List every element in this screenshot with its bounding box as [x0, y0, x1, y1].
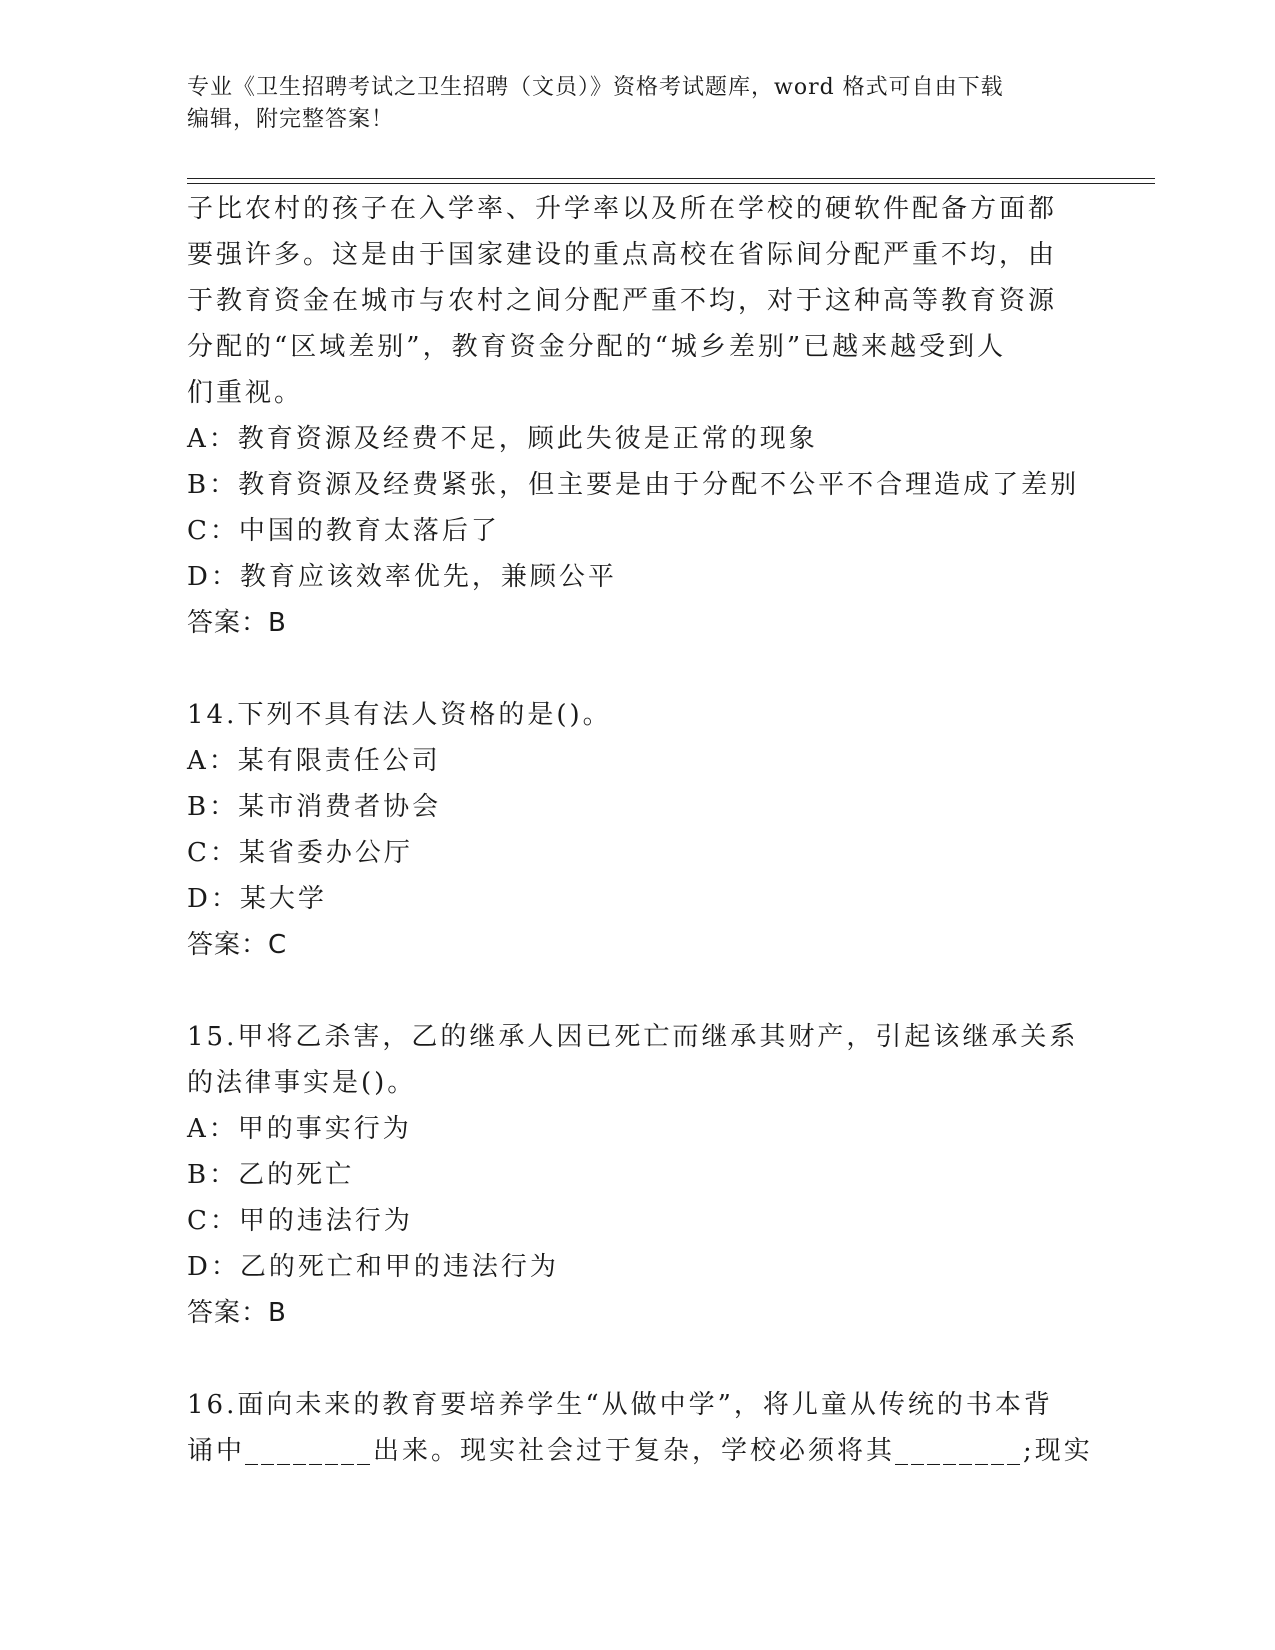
spacer: [187, 1336, 1087, 1382]
question-content: [187, 186, 1093, 1474]
question-stem-line: 于教育资金在城市与农村之间分配严重不均，对于这种高等教育资源: [187, 286, 1058, 316]
option-c: C：中国的教育太落后了: [187, 516, 500, 546]
header-line-2: 编辑，附完整答案！: [187, 107, 395, 132]
question-stem-line: 14.下列不具有法人资格的是()。: [187, 700, 612, 730]
question-15: [187, 1014, 1087, 1336]
question-16: [187, 1382, 1093, 1474]
option-c: C：甲的违法行为: [187, 1206, 413, 1236]
answer-line: 答案：C: [187, 930, 288, 960]
question-stem-line: 们重视。: [187, 378, 304, 408]
spacer: [187, 968, 1087, 1014]
option-b: B：教育资源及经费紧张，但主要是由于分配不公平不合理造成了差别: [187, 470, 1080, 500]
answer-line: 答案：B: [187, 1298, 287, 1328]
option-d: D：乙的死亡和甲的违法行为: [187, 1252, 559, 1282]
option-b: B：某市消费者协会: [187, 792, 442, 822]
option-b: B：乙的死亡: [187, 1160, 355, 1190]
question-stem-line: 子比农村的孩子在入学率、升学率以及所在学校的硬软件配备方面都: [187, 194, 1058, 224]
question-stem-line: 诵中________出来。现实社会过于复杂，学校必须将其________;现实: [187, 1436, 1093, 1466]
option-c: C：某省委办公厅: [187, 838, 413, 868]
option-a: A：甲的事实行为: [187, 1114, 412, 1144]
question-14: [187, 692, 1087, 968]
header-line-1: 专业《卫生招聘考试之卫生招聘（文员）》资格考试题库，word 格式可自由下载: [187, 75, 1004, 100]
question-13: [187, 186, 1087, 646]
option-d: D：某大学: [187, 884, 327, 914]
option-a: A：教育资源及经费不足，顾此失彼是正常的现象: [187, 424, 818, 454]
document-header: [187, 72, 1077, 136]
question-stem-line: 16.面向未来的教育要培养学生“从做中学”，将儿童从传统的书本背: [187, 1390, 1053, 1420]
answer-line: 答案：B: [187, 608, 287, 638]
header-divider-top: [187, 178, 1155, 179]
option-a: A：某有限责任公司: [187, 746, 441, 776]
question-stem-line: 的法律事实是()。: [187, 1068, 417, 1098]
option-d: D：教育应该效率优先，兼顾公平: [187, 562, 617, 592]
question-stem-line: 要强许多。这是由于国家建设的重点高校在省际间分配严重不均，由: [187, 240, 1058, 270]
spacer: [187, 646, 1087, 692]
question-stem-line: 15.甲将乙杀害，乙的继承人因已死亡而继承其财产，引起该继承关系: [187, 1022, 1079, 1052]
header-divider-bottom: [187, 183, 1155, 184]
question-stem-line: 分配的“区域差别”，教育资金分配的“城乡差别”已越来越受到人: [187, 332, 1007, 362]
